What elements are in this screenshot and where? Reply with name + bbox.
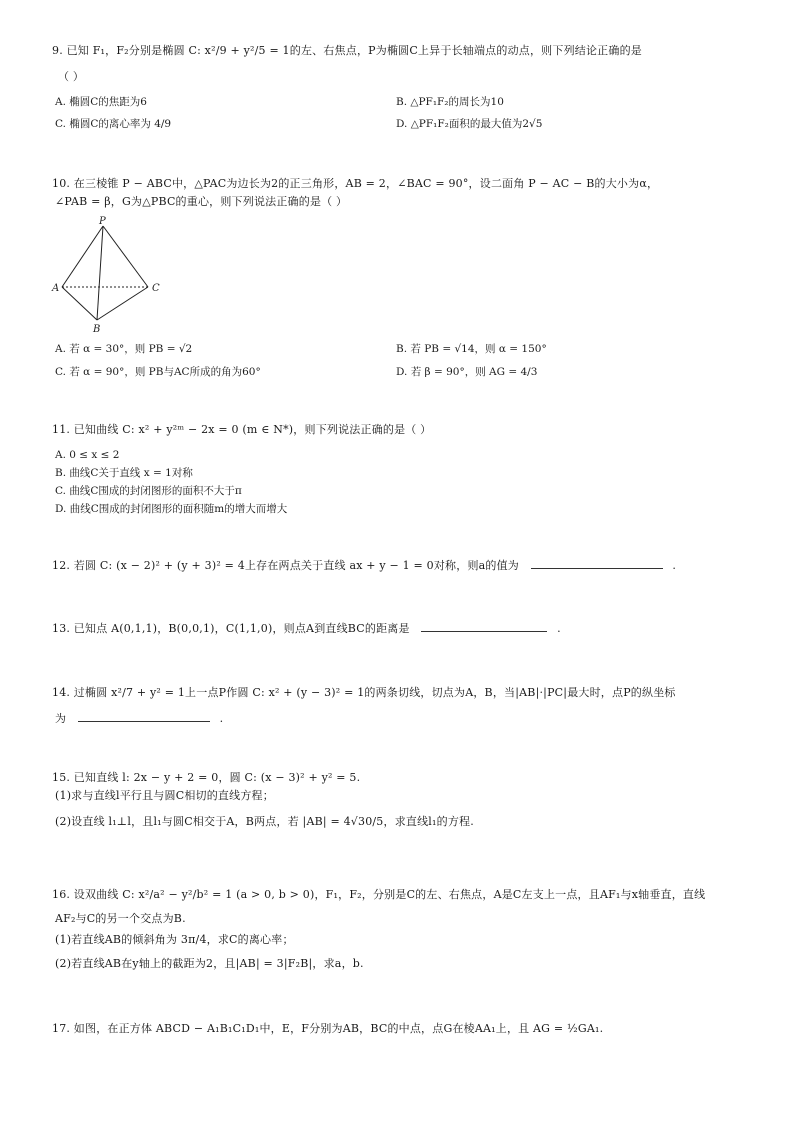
q16-part1: (1)若直线AB的倾斜角为 3π/4，求C的离心率； (55, 933, 294, 946)
q10-stem-line2: ∠PAB = β，G为△PBC的重心，则下列说法正确的是（ ） (55, 195, 348, 208)
q9-stem-line1: 9. 已知 F₁，F₂分别是椭圆 C: x²/9 + y²/5 = 1的左、右焦点，P为椭圆C上异于长轴端点的动点，则下列结论正确的是 (52, 44, 642, 57)
label-c: C (152, 283, 160, 294)
q15-stem: 15. 已知直线 l: 2x − y + 2 = 0，圆 C: (x − 3)² + y² = 5. (52, 771, 361, 784)
q13-answer-blank[interactable] (421, 620, 547, 632)
q10-option-b: B. 若 PB = √14，则 α = 150° (396, 343, 547, 355)
q14-stem-line1: 14. 过椭圆 x²/7 + y² = 1上一点P作圆 C: x² + (y − 3)² = 1的两条切线，切点为A，B，当|AB|·|PC|最大时，点P的纵坐标 (52, 686, 676, 699)
q11-option-c: C. 曲线C围成的封闭图形的面积不大于π (55, 485, 242, 497)
q12-period: . (672, 559, 677, 572)
q15-part2: (2)设直线 l₁⊥l，且l₁与圆C相交于A，B两点，若 |AB| = 4√30/5，求直线l₁的方程. (55, 815, 474, 828)
q17-stem: 17. 如图，在正方体 ABCD − A₁B₁C₁D₁中，E，F分别为AB，BC的中点，点G在棱AA₁上，且 AG = ½GA₁. (52, 1022, 604, 1035)
q14-stem-line2 (55, 710, 223, 725)
q9-option-d: D. △PF₁F₂面积的最大值为2√5 (396, 118, 543, 130)
q11-option-d: D. 曲线C围成的封闭图形的面积随m的增大而增大 (55, 503, 288, 515)
q9-option-a: A. 椭圆C的焦距为6 (55, 96, 147, 108)
q9-option-c: C. 椭圆C的离心率为 4/9 (55, 118, 172, 130)
edge-pc (103, 226, 148, 287)
q14-text: 为 (55, 712, 67, 725)
q11-stem: 11. 已知曲线 C: x² + y²ᵐ − 2x = 0 (m ∈ N*)，则下列说法正确的是（ ） (52, 423, 432, 436)
q15-part1: (1)求与直线l平行且与圆C相切的直线方程； (55, 789, 274, 802)
edge-pb (97, 226, 103, 320)
label-a: A (52, 283, 60, 294)
q14-period: . (219, 712, 224, 725)
q13-text: 13. 已知点 A(0,1,1)，B(0,0,1)，C(1,1,0)，则点A到直线BC的距离是 (52, 622, 410, 635)
tetrahedron-figure (50, 212, 170, 336)
q12-answer-blank[interactable] (531, 557, 663, 569)
q11-option-a: A. 0 ≤ x ≤ 2 (55, 449, 120, 461)
q13-stem (52, 620, 561, 635)
q13-period: . (557, 622, 561, 635)
q16-part2: (2)若直线AB在y轴上的截距为2，且|AB| = 3|F₂B|，求a，b. (55, 957, 364, 970)
q10-option-c: C. 若 α = 90°，则 PB与AC所成的角为60° (55, 366, 261, 378)
q12-text: 12. 若圆 C: (x − 2)² + (y + 3)² = 4上存在两点关于直线 ax + y − 1 = 0对称，则a的值为 (52, 559, 520, 572)
edge-pa (62, 226, 103, 287)
q14-answer-blank[interactable] (78, 710, 210, 722)
label-b: B (93, 324, 101, 335)
q16-stem-line2: AF₂与C的另一个交点为B. (55, 912, 186, 925)
edge-ab (62, 287, 97, 320)
q10-option-a: A. 若 α = 30°，则 PB = √2 (55, 343, 193, 355)
q12-stem (52, 557, 676, 572)
q9-answer-paren: （ ） (58, 70, 85, 83)
edge-cb (97, 287, 148, 320)
q9-option-b: B. △PF₁F₂的周长为10 (396, 96, 504, 108)
q10-option-d: D. 若 β = 90°，则 AG = 4/3 (396, 366, 538, 378)
q11-option-b: B. 曲线C关于直线 x = 1对称 (55, 467, 193, 479)
q16-stem-line1: 16. 设双曲线 C: x²/a² − y²/b² = 1 (a > 0, b > 0)，F₁，F₂，分别是C的左、右焦点，A是C左支上一点，且AF₁与x轴垂直，直线 (52, 888, 706, 901)
label-p: P (99, 216, 106, 227)
q10-stem-line1: 10. 在三棱锥 P − ABC中，△PAC为边长为2的正三角形，AB = 2，∠BAC = 90°，设二面角 P − AC − B的大小为α， (52, 177, 659, 190)
